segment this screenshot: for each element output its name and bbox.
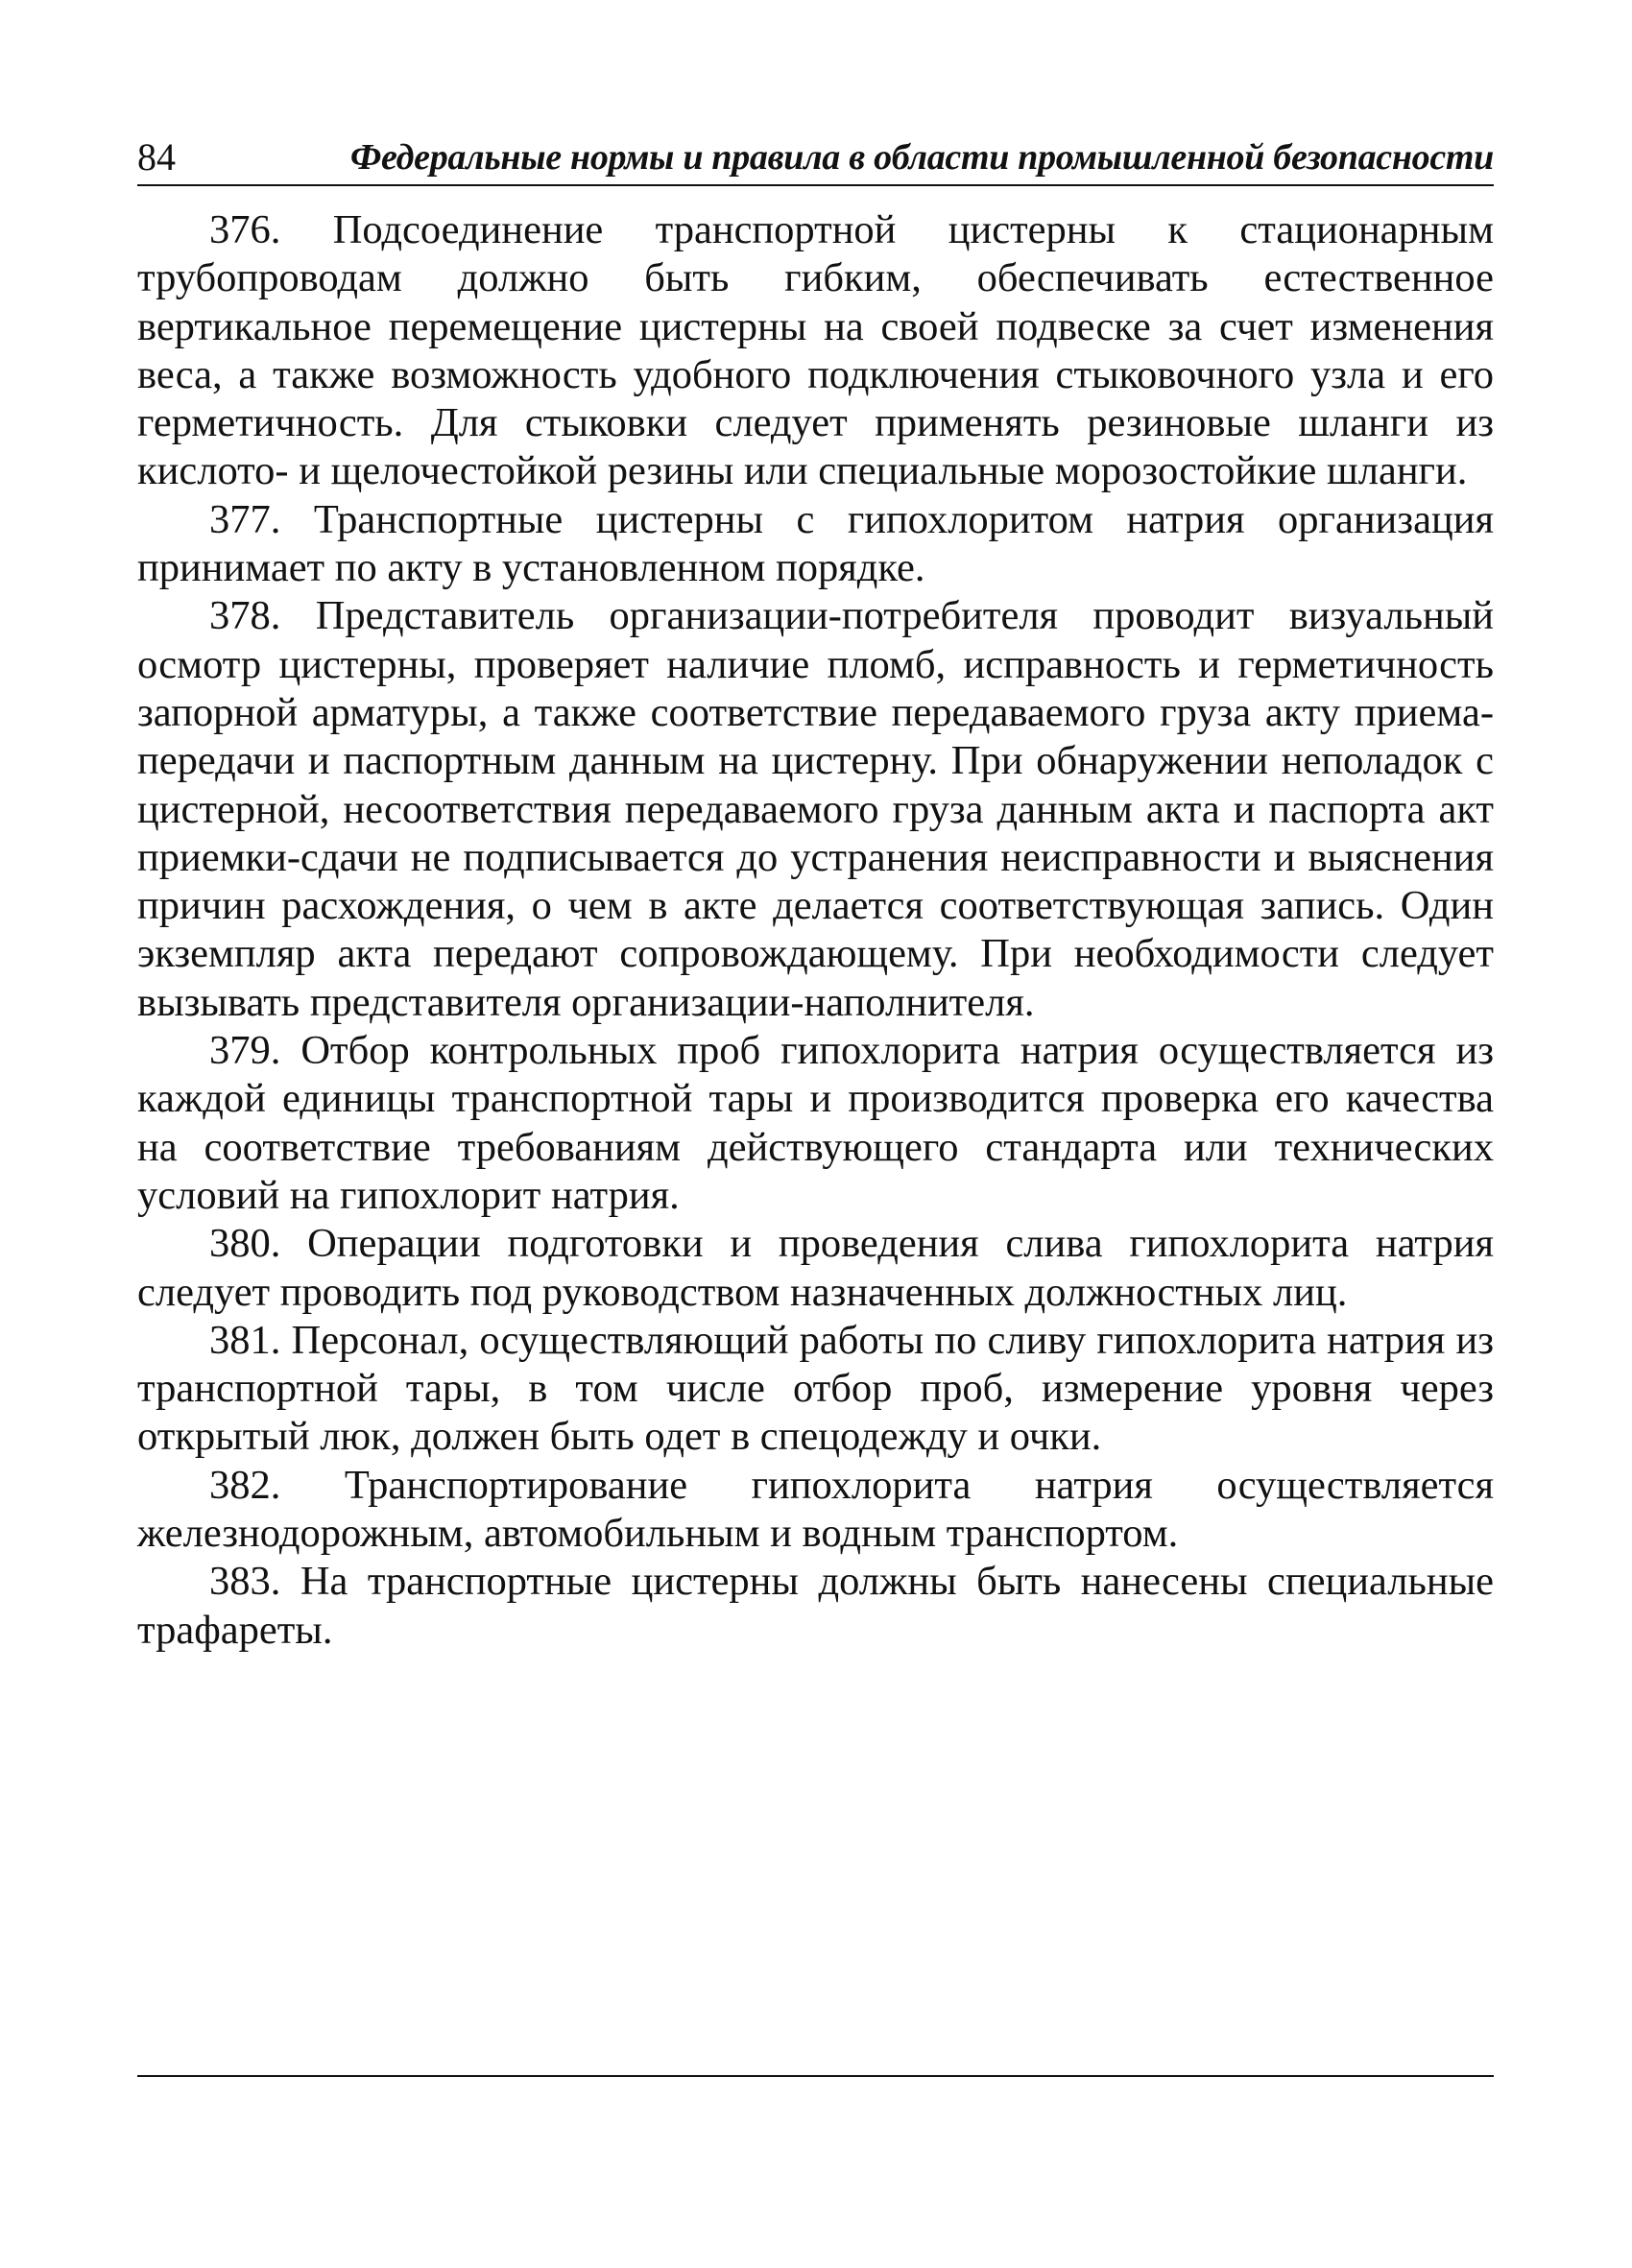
bottom-divider bbox=[137, 2075, 1494, 2077]
page-number: 84 bbox=[137, 135, 176, 179]
paragraph-382: 382. Транспортирование гипохлорита натрия осуществляется железнодорожным, автомобильным и водным транспортом. bbox=[137, 1462, 1494, 1557]
running-title: Федеральные нормы и правила в области промышленной безопасности bbox=[349, 137, 1494, 178]
body-text bbox=[137, 206, 1494, 1655]
paragraph-377: 377. Транспортные цистерны с гипохлоритом натрия организация принимает по акту в установленном порядке. bbox=[137, 496, 1494, 591]
paragraph-381: 381. Персонал, осуществляющий работы по сливу гипохлорита натрия из транспортной тары, в том числе отбор проб, измерение уровня через открытый люк, должен быть одет в спецодежду и очки. bbox=[137, 1317, 1494, 1460]
paragraph-376: 376. Подсоединение транспортной цистерны к стационарным трубопроводам должно быть гибким, обеспечивать естественное вертикальное перемещение цистерны на своей подвеске за счет изменения веса, а также возможность удобного подключения стыковочного узла и его герметичность. Для стыковки следует применять резиновые шланги из кислото- и щелочестойкой резины или специальные морозостойкие шланги. bbox=[137, 207, 1494, 494]
paragraph-378: 378. Представитель организации-потребителя проводит визуальный осмотр цистерны, проверяет наличие пломб, исправность и герметичность запорной арматуры, а также соответствие передаваемого груза акту приема-передачи и паспортным данным на цистерну. При обнаружении неполадок с цистерной, несоответствия передаваемого груза данным акта и паспорта акт приемки-сдачи не подписывается до устранения неисправности и выяснения причин расхождения, о чем в акте делается соответствующая запись. Один экземпляр акта передают сопровождающему. При необходимости следует вызывать представителя организации-наполнителя. bbox=[137, 593, 1494, 1025]
paragraph-379: 379. Отбор контрольных проб гипохлорита натрия осуществляется из каждой единицы транспортной тары и производится проверка его качества на соответствие требованиям действующего стандарта или технических условий на гипохлорит натрия. bbox=[137, 1028, 1494, 1218]
page-header bbox=[137, 131, 1494, 186]
paragraph-383: 383. На транспортные цистерны должны быть нанесены специальные трафареты. bbox=[137, 1559, 1494, 1653]
paragraph-380: 380. Операции подготовки и проведения слива гипохлорита натрия следует проводить под руководством назначенных должностных лиц. bbox=[137, 1221, 1494, 1315]
